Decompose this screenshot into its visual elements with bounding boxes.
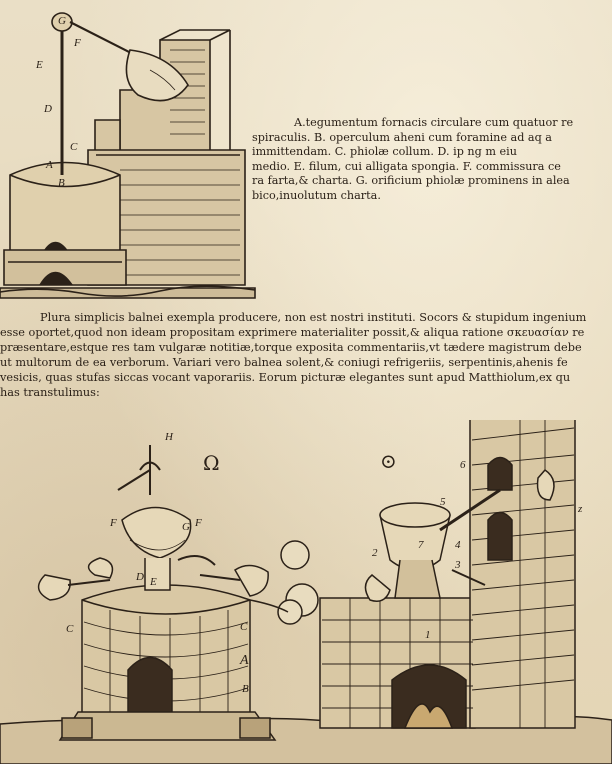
sun-symbol: ⊙ xyxy=(380,449,397,473)
label-c-bottom: C xyxy=(66,623,74,635)
caption-line: ra farta,& charta. G. orificium phiolæ prominens in alea xyxy=(252,174,570,187)
caption-line: immittendam. C. phiolæ collum. D. ip ng m eiu xyxy=(252,145,517,158)
label-f-bottom-2: F xyxy=(195,517,202,529)
label-h-bottom: H xyxy=(165,431,173,443)
label-b-bottom: B xyxy=(242,683,249,695)
caption-line: bico,inuolutum charta. xyxy=(252,188,381,202)
body-line: has transtulimus: xyxy=(0,386,100,399)
furnace-woodcut-top xyxy=(0,0,260,300)
label-d-top: D xyxy=(44,103,52,115)
label-e-top: E xyxy=(36,59,43,71)
caption-line: medio. E. filum, cui alligata spongia. F. commissura ce xyxy=(252,159,561,173)
body-line: esse oportet,quod non ideam propositam exprimere materialiter possit,& aliqua ratione σκευασίαν re xyxy=(0,326,585,339)
label-c-bottom-2: C xyxy=(240,621,248,633)
label-z: z xyxy=(578,503,583,515)
body-line: præsentare,estque res tam vulgaræ notitiæ,torque exposita commentariis,vt tædere magistrum debe xyxy=(0,341,582,354)
label-6: 6 xyxy=(460,459,466,471)
label-1: 1 xyxy=(425,629,431,641)
label-e-bottom: E xyxy=(150,576,157,588)
label-b-top: B xyxy=(58,177,65,189)
body-paragraph xyxy=(0,310,612,400)
furnace-woodcut-bottom xyxy=(0,420,612,764)
caption-line: A.tegumentum fornacis circulare cum quatuor re xyxy=(294,116,574,129)
label-g-top: G xyxy=(58,15,66,27)
caption-line: spiraculis. B. operculum aheni cum foramine ad aq a xyxy=(252,130,552,144)
label-f-bottom: F xyxy=(110,517,117,529)
label-a-bottom: A xyxy=(240,653,249,668)
body-line: vesicis, quas stufas siccas vocant vaporariis. Eorum picturæ elegantes sunt apud Matthiolum,ex qu xyxy=(0,371,571,384)
body-line: Plura simplicis balnei exempla producere, non est nostri instituti. Socors & stupidum ingenium xyxy=(40,311,587,324)
label-g-bottom: G xyxy=(182,521,190,533)
label-a-top: A xyxy=(46,159,53,171)
label-4: 4 xyxy=(455,539,461,551)
leo-symbol: Ω xyxy=(203,451,220,475)
label-c-top: C xyxy=(70,141,78,153)
body-line: ut multorum de ea verborum. Variari vero balnea solent,& coniugi refrigeriis, serpentinis,ahenis fe xyxy=(0,356,568,369)
label-5: 5 xyxy=(440,496,446,508)
label-d-bottom: D xyxy=(136,571,144,583)
label-f-top: F xyxy=(74,37,81,49)
label-2: 2 xyxy=(372,547,378,559)
figure-caption xyxy=(252,116,612,203)
label-3: 3 xyxy=(455,559,461,571)
label-7: 7 xyxy=(418,539,424,551)
